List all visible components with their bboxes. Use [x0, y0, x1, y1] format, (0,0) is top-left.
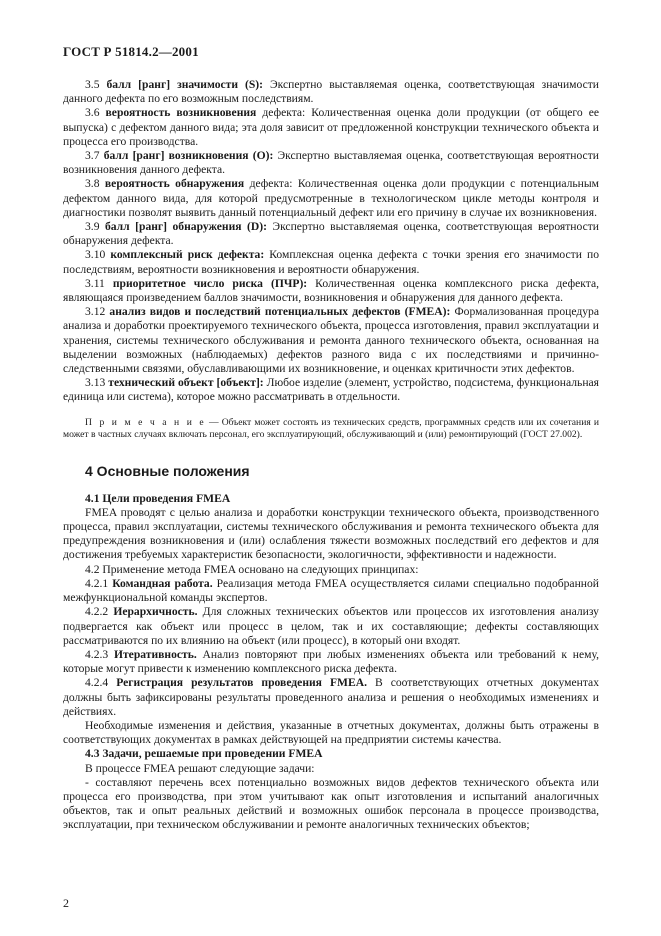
clause-term: анализ видов и последствий потенциальных дефектов (FMEA):	[109, 305, 451, 319]
definition-item	[63, 177, 599, 220]
clause-text: Для сложных технических объектов или процессов их изготовления анализу подвергается как объект или процесс в целом, так и их составляющие; дефекты составляющих рассматриваются по их влиянию на объект (или процесс), в который они входят.	[63, 605, 599, 647]
clause-number: 3.10	[85, 248, 106, 262]
clause-number: 3.5	[85, 78, 100, 91]
subsection-4-3-heading: 4.3 Задачи, решаемые при проведении FMEA	[85, 747, 323, 761]
clause-text: Комплексная оценка дефекта с точки зрения его значимости по последствиям, вероятности возникновения и вероятности обнаружения.	[63, 248, 599, 276]
clause-term: вероятность возникновения	[105, 106, 257, 120]
clause-term: Итеративность.	[113, 647, 197, 661]
clause-text: В соответствующих отчетных документах должны быть зафиксированы результаты проведенного анализа и решения о необходимых изменениях и действиях.	[63, 676, 599, 718]
document-header: ГОСТ Р 51814.2—2001	[63, 44, 199, 59]
clause-number: 3.7	[85, 149, 100, 163]
definition-item	[63, 78, 599, 106]
clause-term: вероятность обнаружения	[104, 177, 245, 191]
definition-item	[63, 220, 599, 248]
note-paragraph	[63, 417, 599, 441]
clause-number: 3.13	[85, 376, 106, 390]
paragraph-4-1-text: FMEA проводят с целью анализа и доработки конструкции технического объекта, производственного процесса, правил эксплуатации, системы технического обслуживания и ремонта технического объекта для предупреждения возникновения и (или) ослабления тяжести возможных последствий его дефектов и для достижения требуемых характеристик безопасности, экологичности, эффективности и надежности.	[63, 505, 599, 562]
clause-text: Экспертно выставляемая оценка, соответствующая значимости данного дефекта по его возможным последствиям.	[63, 78, 599, 106]
paragraph-changes: Необходимые изменения и действия, указанные в отчетных документах, должны быть отражены в соответствующих документах в рамках действующей на предприятии системы качества.	[63, 718, 599, 747]
clause-number: 4.2.1	[85, 576, 109, 590]
clause-text: дефекта: Количественная оценка доли продукции с потенциальным дефектом данного вида, для которой предусмотренные в технологическом цикле методы контроля и диагностики позволят выявить данный потенциальный дефект или его причину в случае их возникновения.	[63, 177, 599, 219]
clause-term: Иерархичность.	[113, 605, 198, 619]
clause-term: приоритетное число риска (ПЧР):	[112, 276, 308, 290]
clause-term: балл [ранг] обнаружения (D):	[104, 220, 267, 234]
clause-text: Анализ повторяют при любых изменениях объекта или требований к нему, которые могут привести к изменению комплексного риска дефекта.	[63, 647, 599, 676]
definition-item	[63, 305, 599, 376]
clause-text: Формализованная процедура анализа и доработки проектируемого технического объекта, процесса изготовления, правил эксплуатации и хранения, системы технического обслуживания и ремонта данного технического объекта, основанная на выделении возможных (наблюдаемых) дефектов разного вида с их последствиями и причинно-следственными связями, обуславливающими их возникновение, и оценках критичности этих дефектов.	[63, 305, 599, 376]
clause-term: Командная работа.	[112, 576, 213, 590]
clause-term: комплексный риск дефекта:	[110, 248, 265, 262]
clause-number: 3.12	[85, 305, 106, 319]
definition-item	[63, 248, 599, 276]
section-4-heading: 4 Основные положения	[85, 462, 250, 479]
principles-list	[63, 577, 599, 719]
clause-text: Любое изделие (элемент, устройство, подсистема, функциональная единица или система), которое можно рассматривать в отдельности.	[63, 376, 600, 404]
clause-term: Регистрация результатов проведения FMEA.	[116, 676, 367, 690]
clause-number: 4.2.2	[85, 605, 109, 619]
definition-item	[63, 106, 599, 149]
definitions-list	[63, 78, 599, 405]
definition-item	[63, 277, 599, 305]
principle-item	[63, 648, 599, 676]
clause-text: Реализация метода FMEA осуществляется силами специально подобранной межфункциональной команды экспертов.	[63, 576, 599, 605]
clause-term: балл [ранг] значимости (S):	[106, 78, 264, 91]
clause-text: Экспертно выставляемая оценка, соответствующая вероятности возникновения данного дефекта.	[63, 149, 599, 177]
note-text: — Объект может состоять из технических средств, программных средств или их сочетания и может в частных случаях включать персонал, его эксплуатирующий, обслуживающий и (или) ремонтирующий (ГОСТ 27.002).	[63, 416, 600, 440]
subsection-4-1-heading: 4.1 Цели проведения FMEA	[85, 491, 231, 505]
clause-term: балл [ранг] возникновения (О):	[103, 149, 274, 163]
definition-item	[63, 149, 599, 177]
clause-number: 4.2.4	[85, 676, 109, 690]
clause-text: Экспертно выставляемая оценка, соответствующая вероятности обнаружения дефекта.	[63, 220, 599, 248]
clause-number: 4.2.3	[85, 647, 109, 661]
clause-number: 3.11	[85, 276, 105, 290]
clause-number: 3.9	[85, 220, 100, 234]
clause-text: Количественная оценка комплексного риска дефекта, являющаяся произведением баллов значимости, возникновения и обнаружения для данного дефекта.	[63, 276, 599, 305]
principle-item	[63, 577, 599, 605]
definition-item	[63, 376, 599, 404]
principle-item	[63, 605, 599, 648]
clause-term: технический объект [объект]:	[108, 376, 264, 390]
paragraph-task-1: - составляют перечень всех потенциально возможных видов дефектов технического объекта или процесса его производства, при этом учитывают как опыт изготовления и испытаний аналогичных объектов, так и опыт реальных действий и возможных ошибок персонала в процессе производства, эксплуатации, при техническом обслуживании и ремонте аналогичных технических объектов;	[63, 775, 599, 832]
clause-number: 3.8	[85, 177, 100, 191]
note-label: П р и м е ч а н и е	[85, 416, 206, 428]
clause-text: дефекта: Количественная оценка доли продукции (от общего ее выпуска) с дефектом данного вида; эта доля зависит от предложенной конструкции технического объекта и процесса его производства.	[63, 106, 600, 148]
principle-item	[63, 676, 599, 719]
clause-number: 3.6	[85, 106, 100, 120]
paragraph-4-2-intro: 4.2 Применение метода FMEA основано на следующих принципах:	[85, 562, 419, 576]
paragraph-4-3-intro: В процессе FMEA решают следующие задачи:	[85, 761, 315, 775]
document-body	[63, 78, 599, 833]
page-number: 2	[63, 896, 69, 910]
